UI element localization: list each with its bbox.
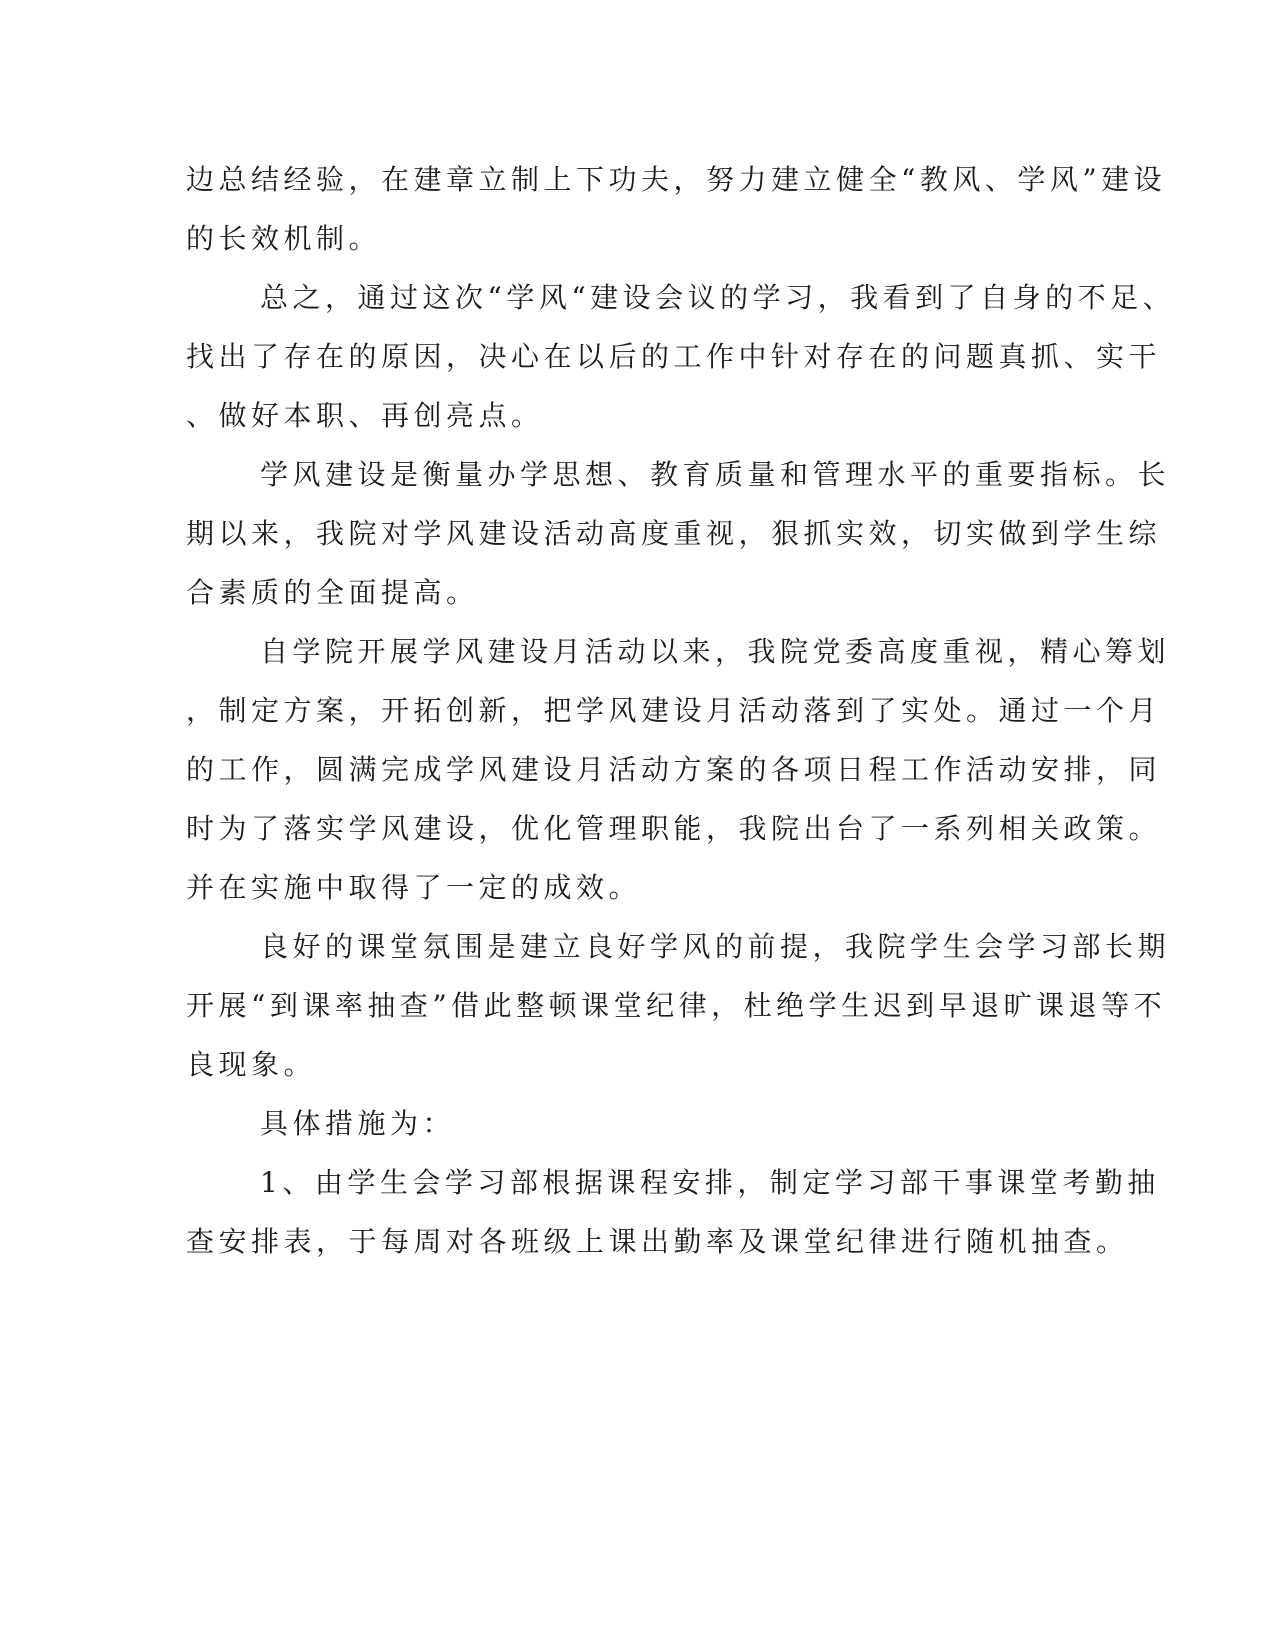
text-line: 查安排表，于每周对各班级上课出勤率及课堂纪律进行随机抽查。 <box>186 1225 1129 1258</box>
text-line: 良现象。 <box>186 1048 317 1081</box>
text-line: 找出了存在的原因，决心在以后的工作中针对存在的问题真抓、实干 <box>186 340 1162 373</box>
paragraph-start-line: 良好的课堂氛围是建立良好学风的前提，我院学生会学习部长期 <box>260 930 1171 963</box>
text-line: ，制定方案，开拓创新，把学风建设月活动落到了实处。通过一个月 <box>186 694 1162 727</box>
list-item-line: 1、由学生会学习部根据课程安排，制定学习部干事课堂考勤抽 <box>260 1166 1160 1199</box>
paragraph-start-line: 总之，通过这次“学风“建设会议的学习，我看到了自身的不足、 <box>260 281 1176 314</box>
text-line: 时为了落实学风建设，优化管理职能，我院出台了一系列相关政策。 <box>186 812 1162 845</box>
text-line: 的长效机制。 <box>186 222 382 255</box>
text-line: 、做好本职、再创亮点。 <box>186 399 544 432</box>
text-line: 开展“到课率抽查”借此整顿课堂纪律，杜绝学生迟到早退旷课退等不 <box>186 989 1167 1022</box>
text-line: 并在实施中取得了一定的成效。 <box>186 871 642 904</box>
paragraph-start-line: 具体措施为： <box>260 1107 456 1140</box>
text-line: 合素质的全面提高。 <box>186 576 479 609</box>
paragraph-start-line: 学风建设是衡量办学思想、教育质量和管理水平的重要指标。长 <box>260 458 1171 491</box>
paragraph-start-line: 自学院开展学风建设月活动以来，我院党委高度重视，精心筹划 <box>260 635 1171 668</box>
text-line: 期以来，我院对学风建设活动高度重视，狠抓实效，切实做到学生综 <box>186 517 1162 550</box>
text-line: 的工作，圆满完成学风建设月活动方案的各项日程工作活动安排，同 <box>186 753 1162 786</box>
text-line: 边总结经验，在建章立制上下功夫，努力建立健全“教风、学风”建设 <box>186 163 1167 196</box>
